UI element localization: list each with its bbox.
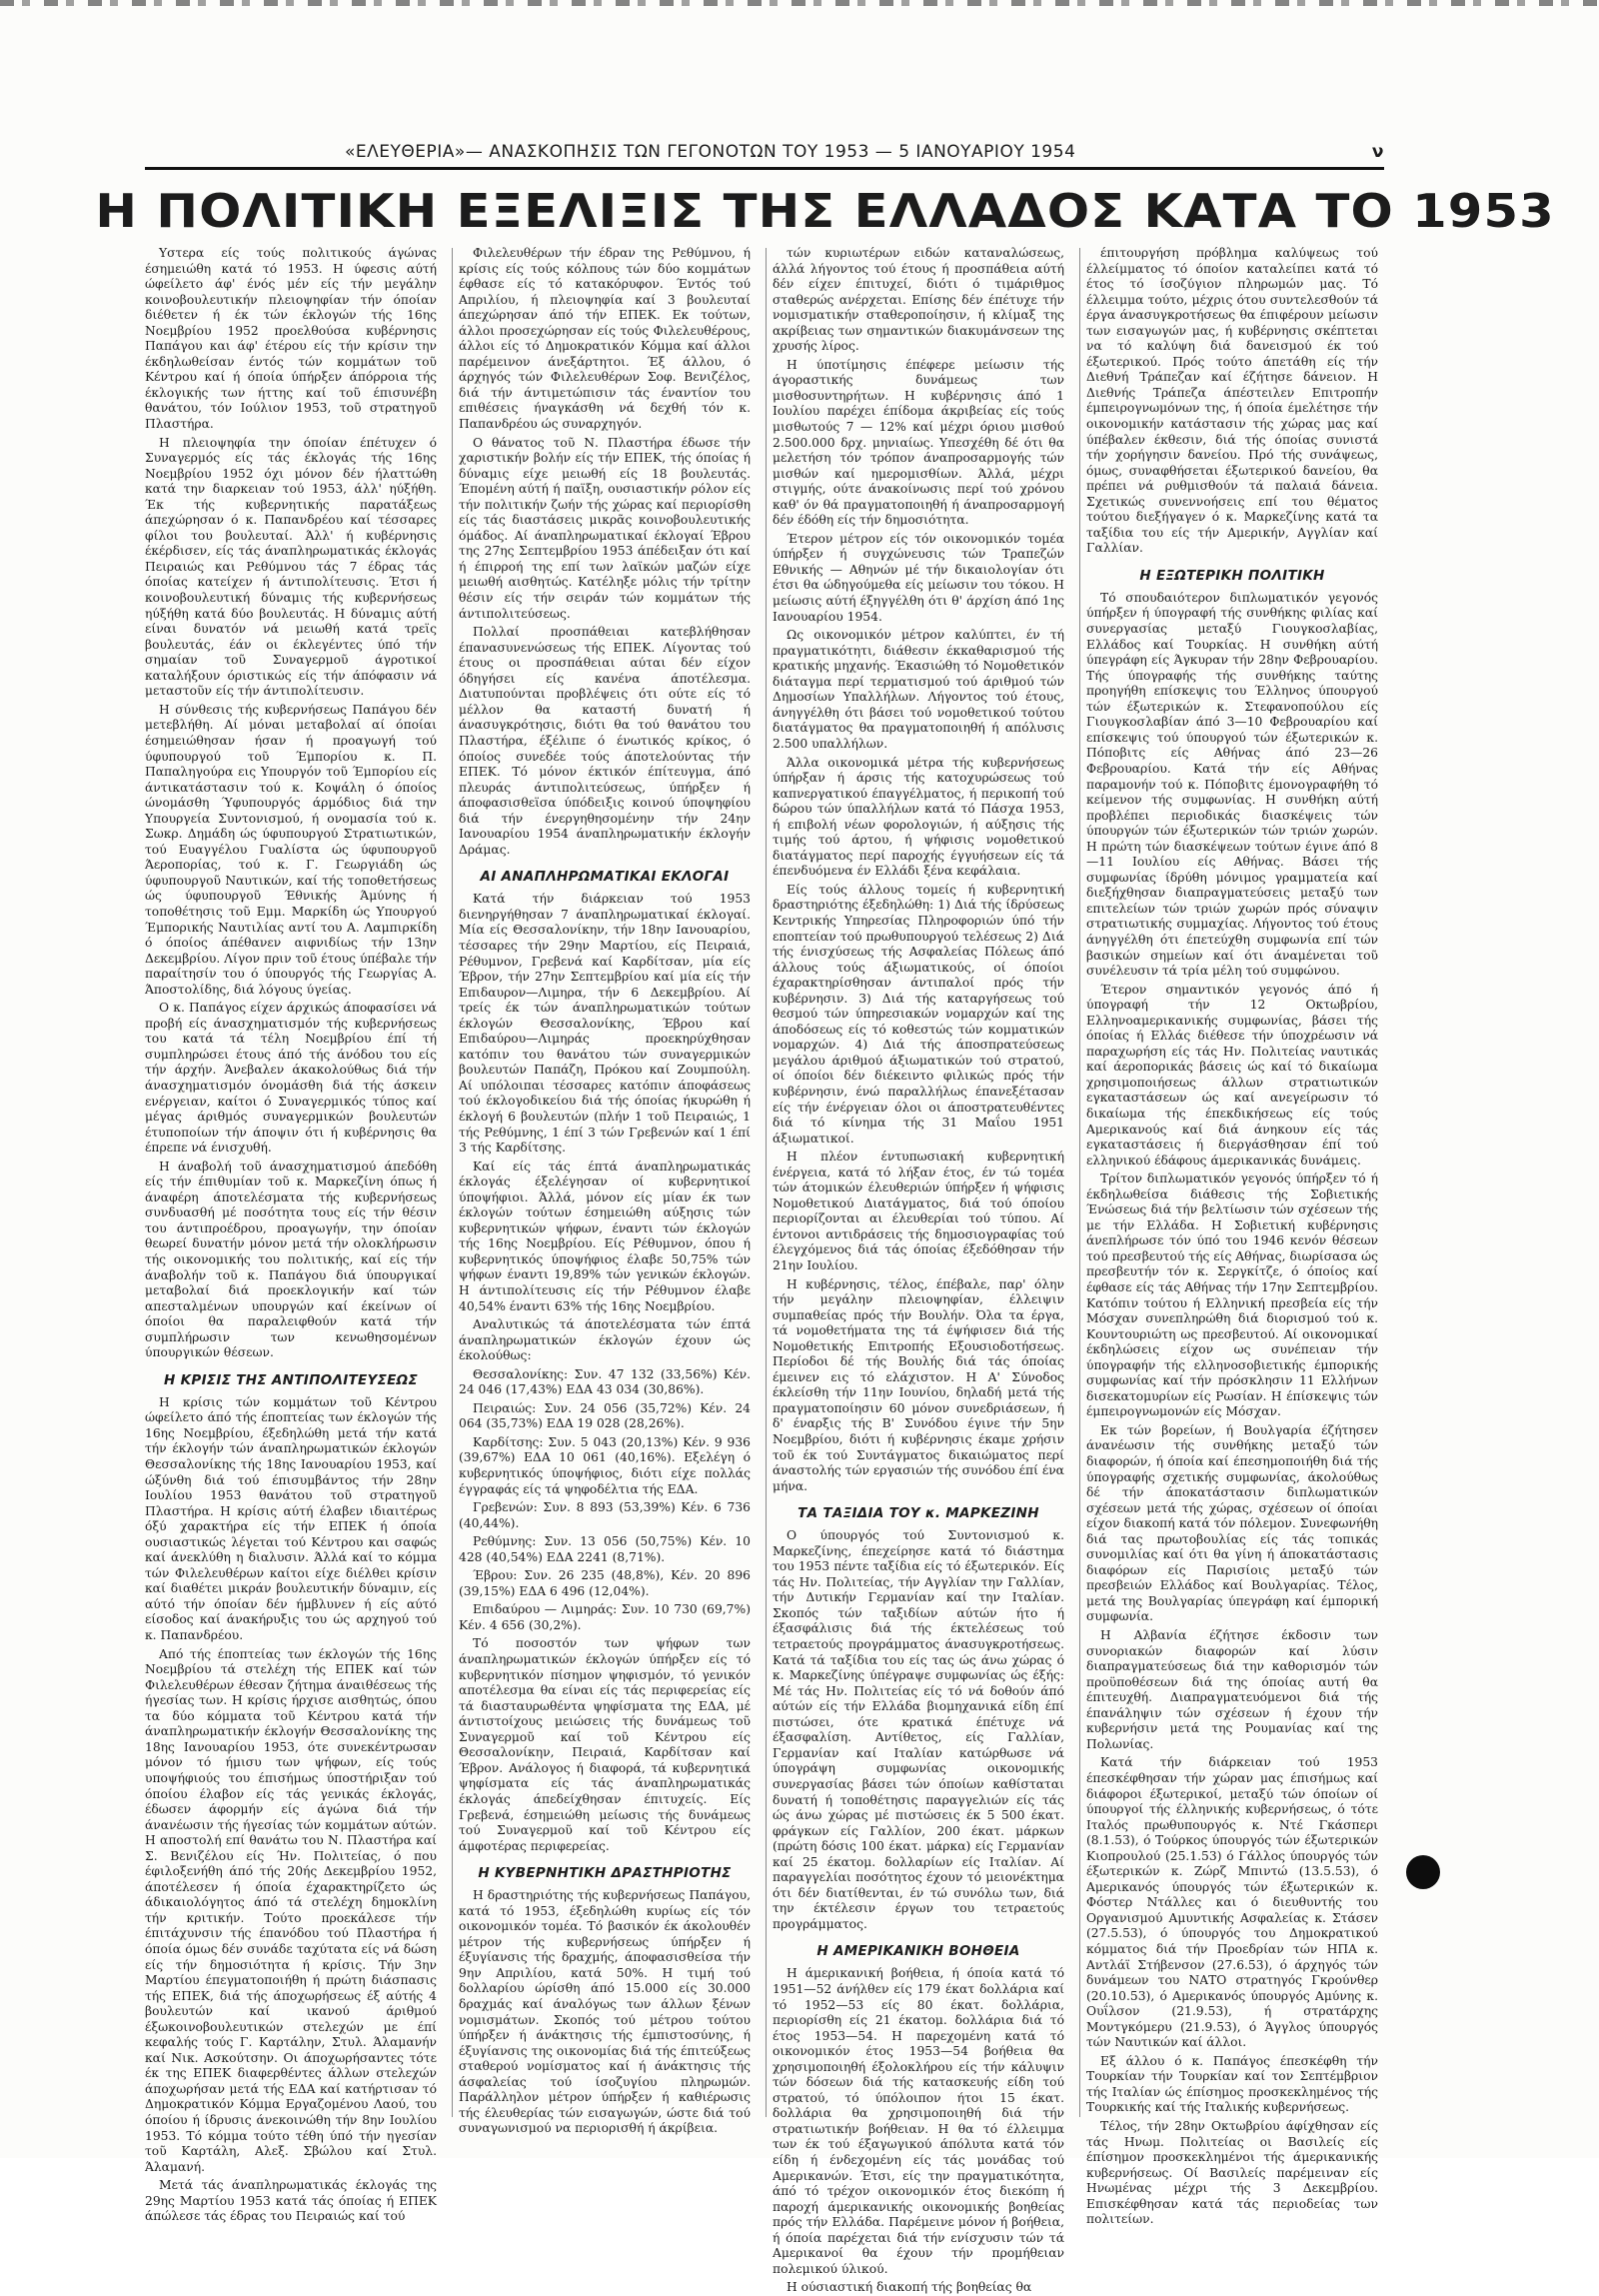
article-paragraph: Εκ τών βορείων, ή Βουλγαρία έζήτησεν άνανέωσιν τής συνθήκης μεταξύ τών διαφορών, ή όποία καί έπεσημοποιήθη διά τής ύπογραφής σχετικής συμφωνίας, άκολούθως δέ τήν άποκατάστασιν διπλωματικών σχέσεων μετά τής χώρας, σχέσεων οί όποίαι είχον διακοπή κατά τόν πόλεμον. Συνεφωνήθη διά τας πρωτοβουλίας είς τάς τοπικάς συνομιλίας καί ότι θα γίνη ή άποκατάστασις διαφόρων είς Παρισίοις μεταξύ τών πρεσβειών Ελλάδος καί Βουλγαρίας. Τέλος, μετά της Βουλγαρίας ύπεγράφη καί έμπορική συμφωνία.	[1086, 1422, 1378, 1624]
page-headline: Η ΠΟΛΙΤΙΚΗ ΕΞΕΛΙΞΙΣ ΤΗΣ ΕΛΛΑΔΟΣ ΚΑΤΑ ΤΟ 1953	[95, 184, 1555, 238]
column-divider	[452, 248, 453, 2117]
article-paragraph: Κατά τήν διάρκειαν τού 1953 διενηργήθησαν 7 άναπληρωματικαί έκλογαί. Μία είς Θεσσαλονίκην, τήν 18ην Ιανουαρίου, τέσσαρες τήν 29ην Μαρτίου, είς Πειραιά, Ρέθυμνον, Γρεβενά καί Καρδίτσαν, μία είς Έβρον, τήν 27ην Σεπτεμβρίου καί μία είς τήν Επιδαυρον—Λιμηρα, τήν 6 Δεκεμβρίου. Αί τρείς έκ τών άναπληρωματικών τούτων έκλογών Θεσσαλονίκης, Έβρου καί Επιδαύρου—Λιμηράς προεκηρύχθησαν κατόπιν του θανάτου τών συναγερμικών βουλευτών Παπάζη, Πρόκου καί Ζουμπούλη. Αί υπόλοιπαι τέσσαρες κατόπιν άποφάσεως τού έκλογοδικείου διά τής όποίας ήκυρώθη ή έκλογή 6 βουλευτών (πλήν 1 τοῦ Πειραιώς, 1 τής Ρεθύμνης, 1 έπί 3 τών Γρεβενών καί 1 έπί 3 τής Καρδίτσης.	[459, 892, 751, 1155]
section-heading-anaplirom: ΑΙ ΑΝΑΠΛΗΡΩΜΑΤΙΚΑΙ ΕΚΛΟΓΑΙ	[480, 869, 730, 886]
ink-blot	[1406, 1855, 1440, 1889]
article-paragraph: Τρίτον διπλωματικόν γεγονός ύπήρξεν τό ή έκδηλωθείσα διάθεσις τής Σοβιετικής Ένώσεως διά τήν βελτίωσιν τών σχέσεων τής με τήν Ελλάδα. Η Σοβιετική κυβέρνησις άνεπλήρωσε τόν ύπό του 1946 κενόν θέσεων τού πρεσβευτού τής είς Αθήνας, διωρίσασα ώς πρεσβευτήν τόν κ. Σεργκίτζε, ό όποίος καί έφθασε είς τάς Αθήνας τήν 17ην Σεπτεμβρίου. Κατόπιν τούτου ή Ελληνική πρεσβεία είς τήν Μόσχαν συνεπληρώθη διά διορισμού τού κ. Κουντουριώτη ως πρεσβευτού. Αί οικονομικαί έκδηλώσεις είχον ως συνέπειαν τήν ύπογραφήν τής ελληνοσοβιετικής έμπορικής συμφωνίας καί τήν πρόσκλησιν 11 Ελλήνων δισεκατομυρίων είς Ρωσίαν. Η έπίσκεψις τών έμπειρογνωμονών είς Μόσχαν.	[1086, 1171, 1378, 1419]
article-paragraph: Αναλυτικώς τά άποτελέσματα τών έπτά άναπληρωματικών έκλογών έχουν ώς έκολούθως:	[459, 1317, 751, 1363]
article-paragraph: Είς τούς άλλους τομείς ή κυβερνητική δραστηριότης έξεδηλώθη: 1) Διά τής ίδρύσεως Κεντρικής Υπηρεσίας Πληροφοριών ύπό τήν εποπτείαν τού πρωθυπουργού τελέσεως 2) Διά τής ένισχύσεως τής Ασφαλείας Πόλεως άπό άλλους τούς άξιωματικούς, οί όποίοι έχαρακτηρίσθησαν άντιπαλοί πρός τήν κυβέρνησιν. 3) Διά τής καταργήσεως τού θεσμού τών ύπηρεσιακών νομαρχών καί της άποδόσεως είς τό κοθεστώς τών κομματικών νομαρχών. 4) Διά τής άποσπρατεύσεως μεγάλου άριθμού άξιωματικών τού στρατού, οί όποίοι δέν διέκειντο φιλικώς πρός τήν κυβέρνησιν, ένώ παραλλήλως έπανεξέτασαν είς τήν ένέργειαν όλοι οι άποστρατευθέντες διά τό κίνημα τής 31 Μαΐου 1951 άξιωματικοί.	[773, 882, 1064, 1146]
article-paragraph: Καί είς τάς έπτά άναπληρωματικάς έκλογάς έξελέγησαν οί κυβερνητικοί ύποψήφιοι. Άλλά, μόνον είς μίαν έκ των έκλογών τούτων έσημειώθη αύξησις τών κυβερνητικών ψήφων, έναντι τών έκλογών τής 16ης Νοεμβρίου. Είς Ρέθυμνον, όπου ή κυβερνητικός ύποψήφιος έλαβε 50,75% τών ψήφων έναντι 19,89% τών γενικών έκλογών. Η άντιπολίτευσις είς τήν Ρέθυμνον έλαβε 40,54% έναντι 63% τής 16ης Νοεμβρίου.	[459, 1158, 751, 1313]
article-paragraph: Έτερον σημαντικόν γεγονός άπό ή ύπογραφή τήν 12 Οκτωβρίου, Ελληνοαμερικανικής συμφωνίας, βάσει τής όποίας ή Ελλάς διέθεσε τήν ύποχρέωσιν νά παραχωρήση είς τάς Ην. Πολιτείας ναυτικάς καί άεροπορικάς βάσεις ώς καί τό δικαίωμα χρησιμοποιήσεως άλλων στρατιωτικών εγκαταστάσεων ώς καί ανεγείρωσιν τό δικαίωμα τής έπεκδικήσεως είς τούς Αμερικανούς καί διά άνηκουν είς τάς εγκαταστάσεις ή διεργάσθησαν έπί τού ελληνικού έδάφους άμερικανικάς δυνάμεις.	[1086, 982, 1378, 1167]
article-paragraph: Η πλέον έντυπωσιακή κυβερνητική ένέργεια, κατά τό λήξαν έτος, έν τώ τομέα τών άτομικών έλευθεριών ύπήρξεν ή ψήφισις Νομοθετικού Διατάγματος, διά τού όποίου περιορίζονται αι έλευθερίαι τού τύπου. Αί έντονοι αντιδράσεις τής δημοσιογραφίας τού έλεγχόμενος διά τάς όποίας έξεδόθησαν τήν 21ην Ιουλίου.	[773, 1149, 1064, 1272]
election-result: Ρεθύμνης: Συν. 13 056 (50,75%) Κέν. 10 428 (40,54%) ΕΔΑ 2241 (8,71%).	[459, 1534, 751, 1564]
article-paragraph: Η πλειοψηφία την όποίαν έπέτυχεν ό Συναγερμός είς τάς έκλογάς τής 16ης Νοεμβρίου 1952 όχι μόνον δέν ήλαττώθη κατά την διαρκειαν τού 1953, άλλ' ηύξήθη. Έκ τής κυβερνητικής παρατάξεως άπεχώρησαν ό κ. Παπανδρέου καί τέσσαρες φίλοι του βουλευταί. Άλλ' ή κυβέρνησις έκέρδισεν, είς τάς άναπληρωματικάς έκλογάς Πειραιώς και Ρεθύμνου τάς 7 έδρας τάς όποίας κατείχεν ή άντιπολίτευσις. Έτσι ή κοινοβουλευτική δύναμις τής κυβερνήσεως ηύξήθη κατά δύο βουλευτάς. Η δύναμις αύτή είναι δυνατόν νά μειωθή κατά τρεϊς βουλευτάς, έάν οι έκλεγέντες ύπό τήν σημαίαν τοῦ Συναγερμοῦ άγροτικοί καταλήξουν όριστικώς είς τήν άπόφασιν νά μεταστοῦν είς τήν άντιπολίτευσιν.	[145, 435, 437, 699]
section-heading-kyvernitiki: Η ΚΥΒΕΡΝΗΤΙΚΗ ΔΡΑΣΤΗΡΙΟΤΗΣ	[478, 1865, 732, 1882]
section-heading-voitheia: Η ΑΜΕΡΙΚΑΝΙΚΗ ΒΟΗΘΕΙΑ	[816, 1943, 1020, 1960]
article-paragraph: Η ούσιαστική διακοπή τής βοηθείας θα	[787, 2280, 1032, 2295]
article-paragraph: Έτερον μέτρον είς τόν οικονομικόν τομέα ύπήρξεν ή συγχώνευσις τών Τραπεζών Εθνικής — Αθηνών μέ τήν δικαιολογίαν ότι έτσι θα ώδηγούμεθα είς μείωσιν του τόκου. Η μείωσις αύτή έξηγγέλθη ότι θ' άρχίση άπό 1ης Ιανουαρίου 1954.	[773, 531, 1064, 624]
article-paragraph: Πολλαί προσπάθειαι κατεβλήθησαν έπανασυνενώσεως τής ΕΠΕΚ. Λίγοντας τού έτους οι προσπάθειαι αύται δέν είχον όδηγήσει είς κανένα άποτέλεσμα. Διατυπούνται προβλέψεις ότι ούτε είς τό μέλλον θα καταστή δυνατή ή άνασυγκρότησις, διότι θα τού θανάτου του Πλαστήρα, έξέλιπε ό ένωτικός κρίκος, ό όποίος συνεδέε τούς άποτελούντας τήν ΕΠΕΚ. Τό μόνον έκτικόν έπίτευγμα, άπό πλευράς άντιπολιτεύσεως, ύπήρξεν ή άποφασισθεϊσα ύπόδειξις κοινού ύποψηφίου διά τήν ένεργηθησομένην τήν 24ην Ιανουαρίου 1954 άναπληρωματικήν έκλογήν Δράμας.	[459, 625, 751, 857]
section-heading-krisis: Η ΚΡΙΣΙΣ ΤΗΣ ΑΝΤΙΠΟΛΙΤΕΥΣΕΩΣ	[164, 1371, 418, 1388]
column-1	[145, 246, 438, 2224]
article-paragraph: Η άμερικανική βοήθεια, ή όποία κατά τό 1951—52 άνήλθεν είς 179 έκατ δολλάρια καί τό 1952—53 είς 80 έκατ. δολλάρια, περιορίσθη είς 21 έκατομ. δολλάρια διά τό έτος 1953—54. Η παρεχομένη κατά τό οικονομικόν έτος 1953—54 βοήθεια θα χρησιμοποιηθή έξολοκλήρου είς τήν κάλυψιν τών δόσεων διά τής κατασκευής είδη τού στρατού, τό ύπόλοιπον ήτοι 15 έκατ. δολλάρια θα χρησιμοποιηθή διά τήν στρατιωτικήν βοήθειαν. Η θα τό έλλειμμα των έκ τού έξαγωγικού άπόλυτα κατά τόν είδη ή ένδεχομένη είς τάς μονάδας τού Αμερικανών. Έτσι, είς την πραγματικότητα, άπό τό τρέχον οικονομικόν έτος διεκόπη ή παροχή άμερικανικής οικονομικής βοηθείας πρός τήν Ελλάδα. Παρέμεινε μόνον ή βοήθεια, ή όποία παρέχεται διά τήν ενίσχυσιν τών τά Αμερικανοί θα έχουν τήν προμήθειαν πολεμικού ύλικού.	[773, 1966, 1064, 2276]
article-paragraph: Η σύνθεσις τής κυβερνήσεως Παπάγου δέν μετεβλήθη. Αί μόναι μεταβολαί αί όποίαι έσημειώθησαν ήσαν ή προαγωγή τού ύφυπουργού τοῦ Έμπορίου κ. Π. Παπαληγούρα εις Υπουργόν τοῦ Έμπορίου είς άντικατάστασιν τού κ. Κοψάλη ό όποίος ώνομάσθη Ύφυπουργός άρμόδιος διά την Υπουργεία Συντονισμού, ή ονομασία τού κ. Σωκρ. Δημάδη ώς ύφυπουργού Στρατιωτικών, τού Ευαγγέλου Γυαλίστα ώς ύφυπουργοῦ Άεροπορίας, τού κ. Γ. Γεωργιάδη ώς ύφυπουργοῦ Ναυτικών, καί τής τοποθετήσεως ώς ύφυπουργοῦ Έθνικής Άμύνης ή τοποθέτησις τοῦ Εμμ. Μαρκίδη ώς Υπουργού Έμπορικής Ναυτιλίας αντί του Α. Λαμπιρκίδη ό όποίος άπέθανεν αιφνιδίως τήν 13ην Δεκεμβρίου. Λίγον πριν τοῦ έτους ύπέβαλε τήν παραίτησίν του ό ύπουργός τής Γεωργίας Α. Άποστολίδης, διά λόγους ύγείας.	[145, 702, 438, 997]
article-paragraph: Ο θάνατος τοῦ Ν. Πλαστήρα έδωσε τήν χαριστικήν βολήν είς τήν ΕΠΕΚ, τής όποίας ή δύναμις είχε μειωθή είς 18 βουλευτάς. Έπομένη αύτή ή παϊξη, ουσιαστικήν ρόλον είς τήν πολιτικήν ζωήν τής χώρας καί περιορίσθη είς τάς διαστάσεις μικρᾶς κοινοβουλευτικής όμάδος. Αί άναπληρωματικαί έκλογαί Έβρου της 27ης Σεπτεμβρίου 1953 άπέδειξαν ότι καί ή έπιρροή της επί των λαϊκών μαζών είχε μειωθή αισθητώς. Κατέληξε μόλις τήν τρίτην θέσιν είς τήν σειράν τών κομμάτων τής άντιπολιτεύσεως.	[459, 435, 751, 621]
article-paragraph: Εξ άλλου ό κ. Παπάγος έπεσκέφθη τήν Τουρκίαν τήν Τουρκίαν καί τον Σεπτέμβριον τής Ιταλίαν ώς έπίσημος προσκεκλημένος τής Τουρκικής καί τής Ιταλικής κυβερνήσεως.	[1086, 2053, 1378, 2115]
article-paragraph: Η άναβολή τοῦ άνασχηματισμού άπεδόθη είς τήν έπιθυμίαν τοῦ κ. Μαρκεζίνη όπως ή άναφέρη άποτελέσματα τής κυβερνήσεως συνδυασθή μέ ποσότητα τους είς τήν θέσιν του άντιπροέδρου, προαγωγήν, την όποίαν θεωρεί δυνατήν μόνον μετά τήν ολοκλήρωσιν τής οικονομικής του πολιτικής, καί είς τήν άναβολήν τοῦ κ. Παπάγου διά ύπουργικαί μεταβολαί διά προεκλογικήν καί τών απεσταλμένων υπουργών καί έκείνων οί όποίοι θα παραλειφθούν κατά τήν συμπλήρωσιν των κενωθησομένων ύπουργικών θέσεων.	[145, 1158, 437, 1360]
article-paragraph: Η κρίσις τών κομμάτων τοῦ Κέντρου ώφείλετο άπό τής έποπτείας των έκλογών τής 16ης Νοεμβρίου, έξεδηλώθη μετά τήν κατά τήν έκλογήν τών άναπληρωματικών έκλογών Θεσσαλονίκης τής 18ης Ιανουαρίου 1953, καί ώξύνθη διά τού έπισυμβάντος τήν 28ην Ιουλίου 1953 θανάτου τοῦ στρατηγοῦ Πλαστήρα. Η κρίσις αύτή έλαβεν ιδιαιτέρως όξύ χαρακτήρα είς τήν ΕΠΕΚ ή όποία ουσιαστικώς λέγεται τού Κέντρου και σαφώς καί άνεκλύθη η διαλυσιν. Άλλά καί το κόμμα τών Φιλελευθέρων καίτοι είχε διέλθει κρίσιν καί διαθέτει μικράν βουλευτικήν δύναμιν, είς αύτό τήν όποίαν δέν ήμβλυνεν ή είς αύτό είσοδος καί άνακήρυξις του ώς αρχηγού τού κ. Παπανδρέου.	[145, 1394, 437, 1643]
running-head	[145, 140, 1384, 166]
column-3	[773, 246, 1064, 2295]
article-paragraph: τών κυριωτέρων ειδών καταναλώσεως, άλλά λήγοντος τού έτους ή προσπάθεια αύτή δέν είχεν έπιτυχεί, διότι ό τιμάριθμος σταθερώς ανέρχεται. Επίσης δέν έπέτυχε τήν νομισματικήν σταθεροποίησιν, ή κλίμαξ της ακρίβειας των σημαντικών διακυμάνσεων της χρυσής λίρος.	[773, 246, 1064, 354]
election-result: Επιδαύρου — Λιμηράς: Συν. 10 730 (69,7%) Κέν. 4 656 (30,2%).	[459, 1602, 751, 1632]
column-4	[1086, 246, 1378, 2227]
article-paragraph: Ο ύπουργός τού Συντονισμού κ. Μαρκεζίνης, έπεχείρησε κατά τό διάστημα του 1953 πέντε ταξίδια είς τό έξωτερικόν. Είς τάς Ην. Πολιτείας, τήν Αγγλίαν την Γαλλίαν, τήν Δυτικήν Γερμανίαν καί την Ιταλίαν. Σκοπός τών ταξιδίων αύτών ήτο ή έξασφάλισις διά τής έκτελέσεως τού τετραετούς προγράμματος άνασυγκροτήσεως. Κατά τά ταξίδια του είς τας ώς άνω χώρας ό κ. Μαρκεζίνης ύπέγραψε συμφωνίας ώς έξής: Μέ τάς Ην. Πολιτείας είς τό νά δοθούν άπό αύτών είς τήν Ελλάδα βιομηχανικά είδη έπί πιστώσει, ότε κρατικά έπέτυχε νά έξασφαλίση. Αντίθετος, είς Γαλλίαν, Γερμανίαν καί Ιταλίαν κατώρθωσε νά ύπογράψη συμφωνίας οικονομικής συνεργασίας βάσει τών όποίων καθίσταται δυνατή ή τοποθέτησις παραγγελιών είς τάς ώς άνω χώρας μέ πιστώσεις έκ 5 500 έκατ. φράγκων είς Γαλλίον, 200 έκατ. μάρκων (πρώτη δόσις 100 έκατ. μάρκα) είς Γερμανίαν καί 25 έκατομ. δολλαρίων είς Ιταλίαν. Αί παραγγελίαι ποσότητος έχουν τό μειονέκτημα ότι δέν διατίθενται, έν τώ συνόλω των, διά την έκτέλεσιν έργων του τετραετούς προγράμματος.	[773, 1528, 1064, 1931]
article-paragraph: Η Αλβανία έζήτησε έκδοσιν των συνοριακών διαφορών καί λύσιν διαπραγματεύσεως διά την καθορισμόν τών προϋποθέσεων διά της όποίας αυτή θα έπιτευχθή. Διαπραγματευόμενοι διά τής έπανάληψιν τών σχέσεων ή έχουν τήν κυβερνήσιν μετά της Ρουμανίας καί της Πολωνίας.	[1086, 1628, 1378, 1751]
column-divider	[766, 248, 767, 2117]
article-paragraph: Μετά τάς άναπληρωματικάς έκλογάς της 29ης Μαρτίου 1953 κατά τάς όποίας ή ΕΠΕΚ άπώλεσε τάς έδρας του Πειραιώς καί τού	[145, 2178, 437, 2224]
column-divider	[1079, 248, 1080, 2117]
article-paragraph: Τό ποσοστόν των ψήφων των άναπληρωματικών έκλογών ύπήρξεν είς τό κυβερνητικόν πίσημον ψηφισμόν, τό γενικόν αποτέλεσμα θα είναι είς τάς περιφερείας είς τά διασταυρωθέντα ψηφίσματα της ΕΔΑ, μέ άντιστοίχους μειώσεις τής δυνάμεως τοῦ Συναγερμοῦ καί τοῦ Κέντρου είς Θεσσαλονίκην, Πειραιά, Καρδίτσαν καί Έβρον. Ανάλογος ή διαφορά, τά κυβερνητικά ψηφίσματα είς τάς άναπληρωματικάς έκλογάς άπεδείχθησαν έπιτυχείς. Είς Γρεβενά, έσημειώθη μείωσις τής δυνάμεως τού Συναγερμοῦ καί τοῦ Κέντρου είς άμφοτέρας περιφερείας.	[459, 1636, 751, 1853]
article-paragraph: Η ύποτίμησις έπέφερε μείωσιν τής άγοραστικής δυνάμεως των μισθοσυντηρήτων. Η κυβέρνησις άπό 1 Ιουλίου παρέχει έπίδομα άκριβείας είς τούς μισθωτούς 7 — 12% καί μέχρι όριου μισθού 2.500.000 δρχ. μηνιαίως. Υπεσχέθη δέ ότι θα μελετήση τόν τρόπον άναπροσαρμογής τών μισθών καί ημερομισθίων. Άλλά, μέχρι στιγμής, ούτε άνακοίνωσις περί τού χρόνου καθ' όν θά πραγματοποιηθή ή άναπροσαρμογή δέν έδόθη είς τήν δημοσιότητα.	[773, 357, 1064, 528]
article-paragraph: Η κυβέρνησις, τέλος, έπέβαλε, παρ' όλην τήν μεγάλην πλειοψηφίαν, έλλειψιν συμπαθείας πρός τήν Βουλήν. Όλα τα έργα, τά νομοθετήματα της τά έψήφισεν διά τής Νομοθετικής Επιτροπής Εξουσιοδοτήσεως. Περίοδοι δέ τής Βουλής διά τάς όποίας έμεινεν εις τό ελάχιστον. Η Α' Σύνοδος έκλείσθη τήν 11ην Ιουνίου, δηλαδή μετά τής πραγματοποίησιν 60 μόνον συνεδριάσεων, ή δ' έναρξις τής Β' Συνόδου έγινε τήν 5ην Νοεμβρίου, διότι ή κυβέρνησις έκαμε χρήσιν τοῦ έκ τού Συντάγματος δικαιώματος περί άναστολής τών εργασιών τής συνόδου έπί ένα μήνα.	[773, 1276, 1064, 1493]
scan-edge-artifact	[0, 0, 1599, 6]
election-result: Θεσσαλονίκης: Συν. 47 132 (33,56%) Κέν. 24 046 (17,43%) ΕΔΑ 43 034 (30,86%).	[459, 1366, 751, 1397]
article-paragraph: Τό σπουδαιότερον διπλωματικόν γεγονός ύπήρξεν ή ύπογραφή τής συνθήκης φιλίας καί συνεργασίας μεταξύ Γιουγκοσλαβίας, Ελλάδος καί Τουρκίας. Η συνθήκη αύτή ύπεγράφη είς Άγκυραν τήν 28ην Φεβρουαρίου. Τής ύπογραφής τής συνθήκης ταύτης προηγήθη επίσκεψις του Έλληνος ύπουργού τών έξωτερικών κ. Στεφανοπούλου είς Γιουγκοσλαβίαν άπό 3—10 Φεβρουαρίου καί επίσκεψις τού ύπουργού τών έξωτερικών κ. Πόποβιτς είς Αθήνας άπό 23—26 Φεβρουαρίου. Κατά τήν είς Αθήνας παραμονήν τού κ. Πόποβιτς έμονογραφήθη τό κείμενον τής συμφωνίας. Η συνθήκη αύτή προβλέπει περιοδικάς διασκέψεις τών ύπουργών τών έξωτερικών τών τριών χωρών. Η πρώτη τών διασκέψεων τούτων έγινε άπό 8—11 Ιουλίου είς Αθήνας. Βάσει τής συμφωνίας ίδρύθη μόνιμος γραμματεία καί διεξήχθησαν διαπραγματεύσεις μεταξύ των επιτελείων τών τριών χωρών πρός σύναψιν στρατιωτικής συμμαχίας. Λήγοντος τού έτους άνηγγέλθη ότι έπετεύχθη συμφωνία επί τών βασικών σημείων καί ότι άναμένεται τοῦ συνέλευσιν τά τρία μέλη τού συμφώνου.	[1086, 590, 1378, 979]
section-heading-taxidia: ΤΑ ΤΑΞΙΔΙΑ ΤΟΥ κ. ΜΑΡΚΕΖΙΝΗ	[798, 1505, 1039, 1522]
article-paragraph: Από τής έποπτείας των έκλογών τής 16ης Νοεμβρίου τά στελέχη τής ΕΠΕΚ καί τών Φιλελευθέρων έθεσαν ζήτημα άναιθέσεως τής ήγεσίας των. Η κρίσις ήρχισε αισθητώς, όπου τα δύο κόμματα τοῦ Κέντρου κατά τήν άναπληρωματικήν έκλογήν Θεσσαλονίκης της 18ης Ιανουαρίου 1953, ότε συνεκέντρωσαν μόνον τό ήμισυ των ψήφων, είς τούς υποψήφιούς του έπισήμως ύποστήριξαν τού όποίου έλαβον είς τάς γενικάς έκλογάς, έδωσεν άφορμήν είς άγώνα διά τήν άνανέωσιν τής ήγεσίας τών κομμάτων αύτών. Η αποστολή επί θανάτω του Ν. Πλαστήρα καί Σ. Βενιζέλου είς Ήν. Πολιτείας, ό που έφιλοξενήθη άπό τής 20ής Δεκεμβρίου 1952, άποτέλεσεν ή όποία έχαρακτηρίζετο ώς άδικαιολόγητος άπό τά στελέχη δημοκλίνη τήν κριτικήν. Τούτο προεκάλεσε τήν έπιτάχυνσιν τής έπανόδου τού Πλαστήρα ή όποία όμως δέν συνάδε ταχύτατα είς νά δώση είς τήν δημοσιότητα ή κρίσις. Τήν 3ην Μαρτίου έπεγματοποιήθη ή πρώτη διάσπασις τής ΕΠΕΚ, διά τής άποχωρήσεως έξ αύτής 4 βουλευτών καί ικανού άριθμού έξωκοινοβουλευτικών στελεχών με έπί κεφαλής τούς Γ. Καρτάλην, Στυλ. Άλαμανήν καί Νικ. Ασκούτσην. Οι άποχωρήσαντες τότε έκ της ΕΠΕΚ διαφερθέντες άλλων στελεχών άποχωρήσαν μετά τής ΕΔΑ καί κατήρτισαν τό Δημοκρατικόν Κόμμα Εργαζομένου Λαού, του όποίου ή ίδρυσις άνεκοινώθη τήν 8ην Ιουλίου 1953. Τό κόμμα τούτο τέθη ύπό τήν ηγεσίαν τοῦ Καρτάλη, Αλεξ. Σβώλου καί Στυλ. Άλαμανή.	[145, 1646, 437, 2174]
article-paragraph: Η δραστηριότης τής κυβερνήσεως Παπάγου, κατά τό 1953, έξεδηλώθη κυρίως είς τόν οικονομικόν τομέα. Τό βασικόν έκ άκολουθέν μέτρον τής κυβερνήσεως ύπήρξεν ή έξυγίανσις τής δραχμής, άποφασισθείσα τήν 9ην Απριλίου, κατά 50%. Η τιμή τού δολλαρίου ώρίσθη άπό 15.000 είς 30.000 δραχμάς καί άναλόγως των άλλων ξένων νομισμάτων. Σκοπός τού μέτρου τούτου ύπήρξεν ή άνάκτησις τής έμπιστοσύνης, ή έξυγίανσις της οικονομίας διά τής έπιτεύξεως σταθερού νομίσματος καί ή άνάκτησις τής άσφαλείας τού ίσοζυγίου πληρωμών. Παράλληλον μέτρον ύπήρξεν ή καθιέρωσις τής έλευθερίας τών εισαγωγών, ώστε διά τού συναγωνισμού να περιορισθή ή άκρίβεια.	[459, 1888, 751, 2136]
article-paragraph: έπιτουργήση πρόβλημα καλύψεως τού έλλείμματος τό όποίον καταλείπει κατά τό έτος τό ίσοζύγιον πληρωμών μας. Τό έλλειμμα τούτο, μέχρις ότου συντελεσθούν τά έργα άνασυγκροτήσεως θα έπιφέρουν μείωσιν των εισαγωγών μας, ή κυβέρνησις σκέπτεται να τό καλύψη διά δανεισμού έκ τού έξωτερικού. Πρός τούτο άπετάθη είς τήν Διεθνή Τράπεζαν καί έζήτησε δάνειον. Η Διεθνής Τράπεζα άπέστειλεν Επιτροπήν έμπειρογνωμόνων της, ή όποία έμελέτησε τήν οικονομικήν κατάστασιν τής χώρας μας καί ύπέβαλεν έκθεσιν, διά τής όποίας συνιστά τήν χορήγησιν δανείου. Πρό τής συνάψεως, όμως, συναφθήσεται έξωτερικού δανείου, θα πρέπει νά ρυθμισθούν τά παλαιά δάνεια. Σχετικώς συνεννοήσεις επί του θέματος τούτου διεξήγαγεν ό κ. Μαρκεζίνης κατά τα ταξίδια του είς τήν Αμερικήν, Αγγλίαν καί Γαλλίαν.	[1086, 246, 1378, 556]
article-paragraph: Ο κ. Παπάγος είχεν άρχικώς άποφασίσει νά προβή είς άνασχηματισμόν τής κυβερνήσεως του κατά τά τέλη Νοεμβρίου έπί τή συμπληρώσει έτους άπό τής άνόδου του είς τήν άρχήν. Άνεβαλεν άκακολούθως διά τήν άνασχηματισμόν όνομάσθη διά τής άσκειν ενέργειαν, καίτοι ό Συναγερμικός τύπος καί μέγας άριθμός συναγερμικών βουλευτών έτυποποίων τήν άποψιν ότι ή κυβέρνησις θα έπρεπε νά ένισχυθή.	[145, 1001, 437, 1155]
section-heading-exoteriki: Η ΕΞΩΤΕΡΙΚΗ ΠΟΛΙΤΙΚΗ	[1139, 567, 1325, 584]
article-paragraph: Φιλελευθέρων τήν έδραν της Ρεθύμνου, ή κρίσις είς τούς κόλπους τών δύο κομμάτων έφθασε είς τό κατακόρυφον. Έντός τού Απριλίου, ή πλειοψηφία καί 3 βουλευταί άπεχώρησαν άπό τήν ΕΠΕΚ. Εκ τούτων, άλλοι προσεχώρησαν είς τούς Φιλελευθέρους, άλλοι είς τό Δημοκρατικόν Κόμμα καί άλλοι παρέμεινον άνεξάρτητοι. Έξ άλλου, ό άρχηγός τών Φιλελευθέρων Σοφ. Βενιζέλος, διά τήν άντιμετώπισιν τάς έναντίον του επιθέσεις ήναγκάσθη νά δεχθή τόν κ. Παπανδρέου ώς συναρχηγόν.	[459, 246, 751, 432]
election-result: Καρδίτσης: Συν. 5 043 (20,13%) Κέν. 9 936 (39,67%) ΕΔΑ 10 061 (40,16%). Εξελέγη ό κυβερνητικός ύποψήφιος, διότι είχε πολλάς έγγραφάς είς τά ψηφοδέλτια τής ΕΔΑ.	[459, 1434, 751, 1496]
election-result: Γρεβενών: Συν. 8 893 (53,39%) Κέν. 6 736 (40,44%).	[459, 1500, 751, 1530]
page-number: ν	[1371, 142, 1384, 162]
header-rule	[145, 167, 1384, 170]
article-paragraph: Άλλα οικονομικά μέτρα τής κυβερνήσεως ύπήρξαν ή άρσις τής κατοχυρώσεως τού καπνεργατικού έπαγγέλματος, ή περικοπή τού δώρου τών ύπαλλήλων κατά τό Πάσχα 1953, ή επιβολή νέων φορολογιών, ή αύξησις τής τιμής τού άρτου, ή ψήφισις νομοθετικού διατάγματος περί παροχής έγγυήσεων είς τά έπενδυόμενα έν Ελλάδι ξένα κεφάλαια.	[773, 755, 1064, 879]
article-paragraph: Τέλος, τήν 28ην Οκτωβρίου άφίχθησαν είς τάς Ηνωμ. Πολιτείας οι Βασιλείς είς έπίσημον προσκεκλημένοι τής άμερικανικής κυβερνήσεως. Οί Βασιλείς παρέμειναν είς Ηνωμένας μέχρι τής 3 Δεκεμβρίου. Επισκέφθησαν κατά τάς περιοδείας των πολιτείων.	[1086, 2118, 1378, 2227]
running-head-text: «ΕΛΕΥΘΕΡΙΑ»— ΑΝΑΣΚΟΠΗΣΙΣ ΤΩΝ ΓΕΓΟΝΟΤΩΝ ΤΟΥ 1953 — 5 ΙΑΝΟΥΑΡΙΟΥ 1954	[345, 142, 1076, 162]
article-paragraph: Κατά τήν διάρκειαν τού 1953 έπεσκέφθησαν τήν χώραν μας έπισήμως καί διάφοροι έξωτερικοί, μεταξύ τών όποίων οί ύπουργοί τής έλληνικής κυβερνήσεως, ό τότε Ιταλός πρωθυπουργός κ. Ντέ Γκάσπερι (8.1.53), ό Τούρκος ύπουργός τών έξωτερικών Κιοπρουλού (25.1.53) ό Γάλλος ύπουργός τών έξωτερικών κ. Ζώρζ Μπιντώ (13.5.53), ό Αμερικανός ύπουργός τών έξωτερικών κ. Φόστερ Ντάλλες και ό διευθυντής του Οργανισμού Αμυντικής Ασφαλείας κ. Στάσεν (27.5.53), ό ύπουργός του Δημοκρατικού κόμματος διά τήν Προεδρίαν τών ΗΠΑ κ. Αντλάϊ Στήβενσον (27.6.53), ό άρχηγός τών δυνάμεων του ΝΑΤΟ στρατηγός Γκρούνθερ (20.10.53), ό Αμερικανός ύπουργός Αμύνης κ. Ουΐλσον (21.9.53), ή στρατάρχης Μοντγκόμερυ (21.9.53), ό Άγγλος ύπουργός τών Ναυτικών καί άλλοι.	[1086, 1755, 1378, 2050]
article-paragraph: Ως οικονομικόν μέτρον καλύπτει, έν τή πραγματικότητι, διάθεσιν έκκαθαρισμού τής κρατικής μηχανής. Έκασιώθη τό Νομοθετικόν διάταγμα περί τερματισμού τού άριθμού τών Δημοσίων Υπαλλήλων. Λήγοντος τού έτους, άνηγγέλθη ότι βάσει τού νομοθετικού τούτου διατάγματος θα πραγματοποιηθή ή απόλυσις 2.500 υπαλλήλων.	[773, 628, 1064, 751]
article-paragraph: Υστερα είς τούς πολιτικούς άγώνας έσημειώθη κατά τό 1953. Η ύφεσις αύτή ώφείλετο άφ' ένός μέν είς τήν μεγάλην κοινοβουλευτικήν πλειοψηφίαν τήν όποίαν διέθετεν ή έκ τών έκλογών τής 16ης Νοεμβρίου 1952 προελθούσα κυβέρνησις Παπάγου και άφ' έτέρου είς τήν κρίσιν την έκδηλωθείσαν έντός τών κομμάτων τοῦ Κέντρου καί ή όποία ύπήρξεν άπόρροια τής έκλογικής των ήττης καί τοῦ έπισυνέβη θανάτου, τόν Ιούλιον 1953, τοῦ στρατηγοῦ Πλαστήρα.	[145, 246, 437, 432]
election-result: Έβρου: Συν. 26 235 (48,8%), Κέν. 20 896 (39,15%) ΕΔΑ 6 496 (12,04%).	[459, 1568, 751, 1598]
election-result: Πειραιώς: Συν. 24 056 (35,72%) Κέν. 24 064 (35,73%) ΕΔΑ 19 028 (28,26%).	[459, 1400, 751, 1431]
column-2	[459, 246, 751, 2136]
